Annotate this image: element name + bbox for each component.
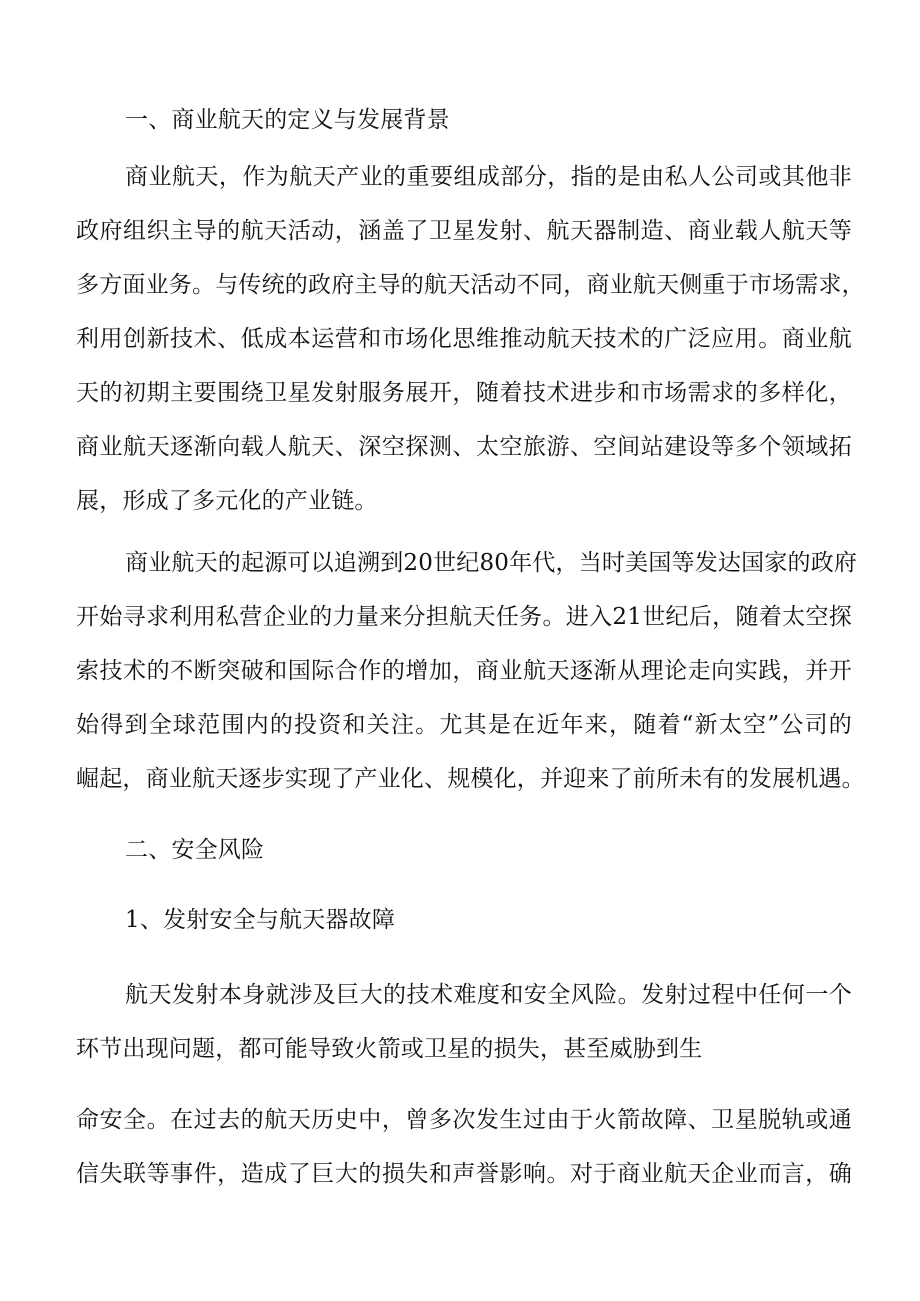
paragraph-text: 利用创新技术、低成本运营和市场化思维推动航天技术的广泛应用。商业航 [76, 326, 852, 352]
paragraph-text: 环节出现问题，都可能导致火箭或卫星的损失，甚至威胁到生 [76, 1036, 703, 1062]
heading-text: 二、安全风险 [125, 837, 265, 863]
paragraph-line [0, 764, 920, 794]
paragraph-line [0, 486, 920, 516]
paragraph-line [0, 602, 920, 632]
subsection-heading [0, 905, 920, 935]
paragraph-line [0, 980, 920, 1010]
paragraph-line [0, 1159, 920, 1189]
paragraph-text: 崛起，商业航天逐步实现了产业化、规模化，并迎来了前所未有的发展机遇。 [76, 766, 865, 792]
paragraph-text: 航天发射本身就涉及巨大的技术难度和安全风险。发射过程中任何一个 [125, 982, 852, 1008]
paragraph-line [0, 432, 920, 462]
paragraph-line [0, 656, 920, 686]
paragraph-line [0, 378, 920, 408]
paragraph-line [0, 270, 920, 300]
paragraph-text: 索技术的不断突破和国际合作的增加，商业航天逐渐从理论走向实践，并开 [76, 658, 852, 684]
heading-text: 一、商业航天的定义与发展背景 [125, 107, 450, 133]
paragraph-text: 商业航天的起源可以追溯到20世纪80年代，当时美国等发达国家的政府 [125, 550, 858, 576]
paragraph-text: 命安全。在过去的航天历史中，曾多次发生过由于火箭故障、卫星脱轨或通 [76, 1107, 852, 1133]
paragraph-text: 政府组织主导的航天活动，涵盖了卫星发射、航天器制造、商业载人航天等 [76, 218, 852, 244]
paragraph-text: 信失联等事件，造成了巨大的损失和声誉影响。对于商业航天企业而言，确 [76, 1161, 852, 1187]
paragraph-text: 多方面业务。与传统的政府主导的航天活动不同，商业航天侧重于市场需求， [76, 272, 865, 298]
paragraph-text: 始得到全球范围内的投资和关注。尤其是在近年来，随着“新太空”公司的 [76, 712, 852, 738]
paragraph-line [0, 1034, 920, 1064]
paragraph-text: 展，形成了多元化的产业链。 [76, 488, 378, 514]
paragraph-line [0, 710, 920, 740]
paragraph-line [0, 216, 920, 246]
paragraph-line [0, 548, 920, 578]
section-heading-1 [0, 105, 920, 135]
paragraph-line [0, 324, 920, 354]
paragraph-text: 商业航天，作为航天产业的重要组成部分，指的是由私人公司或其他非 [125, 164, 852, 190]
paragraph-text: 天的初期主要围绕卫星发射服务展开，随着技术进步和市场需求的多样化， [76, 380, 852, 406]
heading-text: 1、发射安全与航天器故障 [125, 907, 396, 933]
paragraph-text: 商业航天逐渐向载人航天、深空探测、太空旅游、空间站建设等多个领域拓 [76, 434, 852, 460]
paragraph-line [0, 1105, 920, 1135]
paragraph-line [0, 162, 920, 192]
paragraph-text: 开始寻求利用私营企业的力量来分担航天任务。进入21世纪后，随着太空探 [76, 604, 852, 630]
section-heading-2 [0, 835, 920, 865]
